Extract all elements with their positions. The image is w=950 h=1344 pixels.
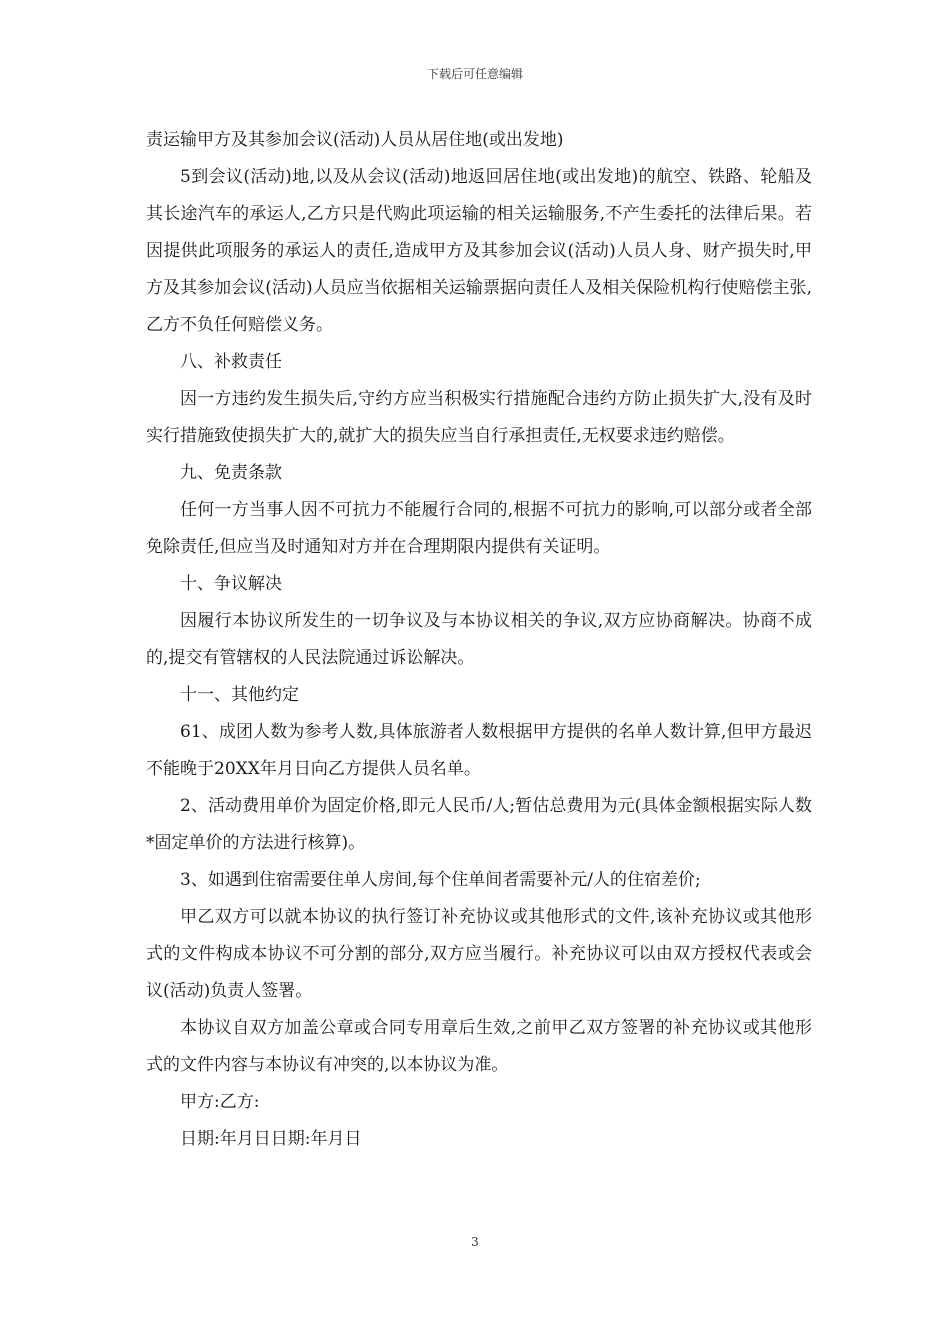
section-heading-other: 十一、其他约定 [180,685,299,705]
page-number: 3 [471,1235,479,1249]
paragraph-group-size: 61、成团人数为参考人数,具体旅游者人数根据甲方提供的名单人数计算,但甲方最迟不能晚于20XX年月日向乙方提供人员名单。 [146,722,812,779]
paragraph-transport-clause: 5到会议(活动)地,以及从会议(活动)地返回居住地(或出发地)的航空、铁路、轮船及其长途汽车的承运人,乙方只是代购此项运输的相关运输服务,不产生委托的法律后果。若因提供此项服务的承运人的责任,造成甲方及其参加会议(活动)人员人身、财产损失时,甲方及其参加会议(活动)人员应当依据相关运输票据向责任人及相关保险机构行使赔偿主张,乙方不负任何赔偿义务。 [146,167,812,335]
paragraph-supplementary: 甲乙双方可以就本协议的执行签订补充协议或其他形式的文件,该补充协议或其他形式的文件构成本协议不可分割的部分,双方应当履行。补充协议可以由双方授权代表或会议(活动)负责人签署。 [146,907,812,1001]
document-body [146,122,812,1158]
paragraph-transport-continued: 责运输甲方及其参加会议(活动)人员从居住地(或出发地) [146,130,564,150]
paragraph-exemption: 任何一方当事人因不可抗力不能履行合同的,根据不可抗力的影响,可以部分或者全部免除责任,但应当及时通知对方并在合理期限内提供有关证明。 [146,500,812,557]
paragraph-remedy: 因一方违约发生损失后,守约方应当积极实行措施配合违约方防止损失扩大,没有及时实行措施致使损失扩大的,就扩大的损失应当自行承担责任,无权要求违约赔偿。 [146,389,812,446]
section-heading-remedy: 八、补救责任 [180,352,282,372]
paragraph-dispute: 因履行本协议所发生的一切争议及与本协议相关的争议,双方应协商解决。协商不成的,提交有管辖权的人民法院通过诉讼解决。 [146,611,812,668]
paragraph-unit-price: 2、活动费用单价为固定价格,即元人民币/人;暂估总费用为元(具体金额根据实际人数*固定单价的方法进行核算)。 [146,796,812,853]
section-heading-dispute: 十、争议解决 [180,574,282,594]
paragraph-single-room: 3、如遇到住宿需要住单人房间,每个住单间者需要补元/人的住宿差价; [180,870,701,890]
page-header: 下载后可任意编辑 [426,67,523,81]
signature-parties: 甲方:乙方: [180,1092,260,1112]
paragraph-effective: 本协议自双方加盖公章或合同专用章后生效,之前甲乙双方签署的补充协议或其他形式的文件内容与本协议有冲突的,以本协议为准。 [146,1018,812,1075]
signature-dates: 日期:年月日日期:年月日 [180,1129,362,1149]
section-heading-exemption: 九、免责条款 [180,463,282,483]
